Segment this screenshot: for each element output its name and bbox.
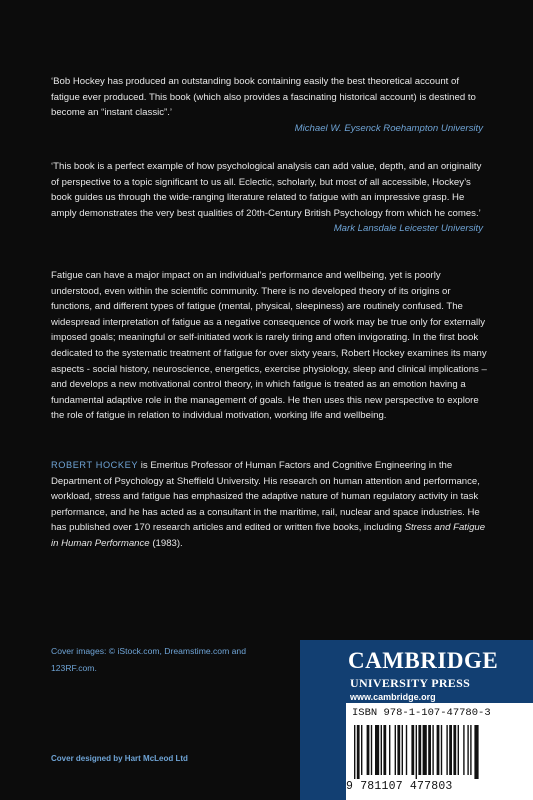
review-quote-text: ‘This book is a perfect example of how psychological analysis can add value, depth, and an originality of perspective to a topic significant to us all. Eclectic, scholarly, but most of all accessible, Hockey’s book guides us through the wide-ranging literature related to fatigue with an impressive grasp. He amply demonstrates the very best qualities of 20th-Century British Psychology from which he comes.’ bbox=[51, 161, 482, 219]
publisher-url: www.cambridge.org bbox=[350, 692, 436, 702]
review-quote-1 bbox=[51, 74, 483, 136]
publisher-panel bbox=[300, 640, 533, 800]
author-name: ROBERT HOCKEY bbox=[51, 460, 139, 470]
review-quote-2 bbox=[51, 159, 483, 237]
author-bio-text: is Emeritus Professor of Human Factors and Cognitive Engineering in the Department of Psychology at Sheffield University. His research on human attention and performance, workload, stress and fatigue has emphasized the adaptive nature of human regulatory activity in task performance, and he has acted as a consultant in the maritime, rail, nuclear and space industries. He has published over 170 research articles and edited or written five books, including bbox=[51, 460, 480, 534]
cover-image-credits: Cover images: © iStock.com, Dreamstime.com and 123RF.com. bbox=[51, 646, 246, 673]
review-quote-text: ‘Bob Hockey has produced an outstanding book containing easily the best theoretical account of fatigue ever produced. This book (which also provides a fascinating historical account) is destined to become an “instant classic”.’ bbox=[51, 76, 476, 119]
book-description: Fatigue can have a major impact on an individual’s performance and wellbeing, yet is poorly understood, even within the scientific community. There is no developed theory of its origins or functions, and different types of fatigue (mental, physical, sleepiness) are routinely confused. The widespread interpretation of fatigue as a negative consequence of work may be true only for externally imposed goals; meaningful or self-initiated work is rarely tiring and often invigorating. In the first book dedicated to the systematic treatment of fatigue for over sixty years, Robert Hockey examines its many aspects - social history, neuroscience, energetics, exercise physiology, sleep and clinical implications – and develops a new motivational control theory, in which fatigue is treated as an emotion having a fundamental adaptive role in the management of goals. He then uses this new perspective to explore the role of fatigue in relation to individual motivation, working life and wellbeing. bbox=[51, 270, 487, 422]
author-bio bbox=[51, 458, 487, 552]
barcode-digits: 9 781107 477803 bbox=[346, 780, 453, 793]
barcode-icon bbox=[352, 725, 528, 779]
publisher-name: CAMBRIDGE bbox=[348, 648, 499, 673]
isbn-label: ISBN 978-1-107-47780-3 bbox=[352, 707, 491, 719]
cover-designer-credit: Cover designed by Hart McLeod Ltd bbox=[51, 754, 188, 763]
review-attribution: Mark Lansdale Leicester University bbox=[333, 223, 483, 235]
previous-book-title: Stress and Fatigue in Human Performance bbox=[51, 522, 486, 549]
publisher-subtitle: UNIVERSITY PRESS bbox=[350, 676, 471, 690]
review-attribution: Michael W. Eysenck Roehampton University bbox=[294, 122, 483, 134]
isbn-barcode-box bbox=[346, 703, 533, 800]
author-bio-text-end: (1983). bbox=[149, 537, 183, 549]
